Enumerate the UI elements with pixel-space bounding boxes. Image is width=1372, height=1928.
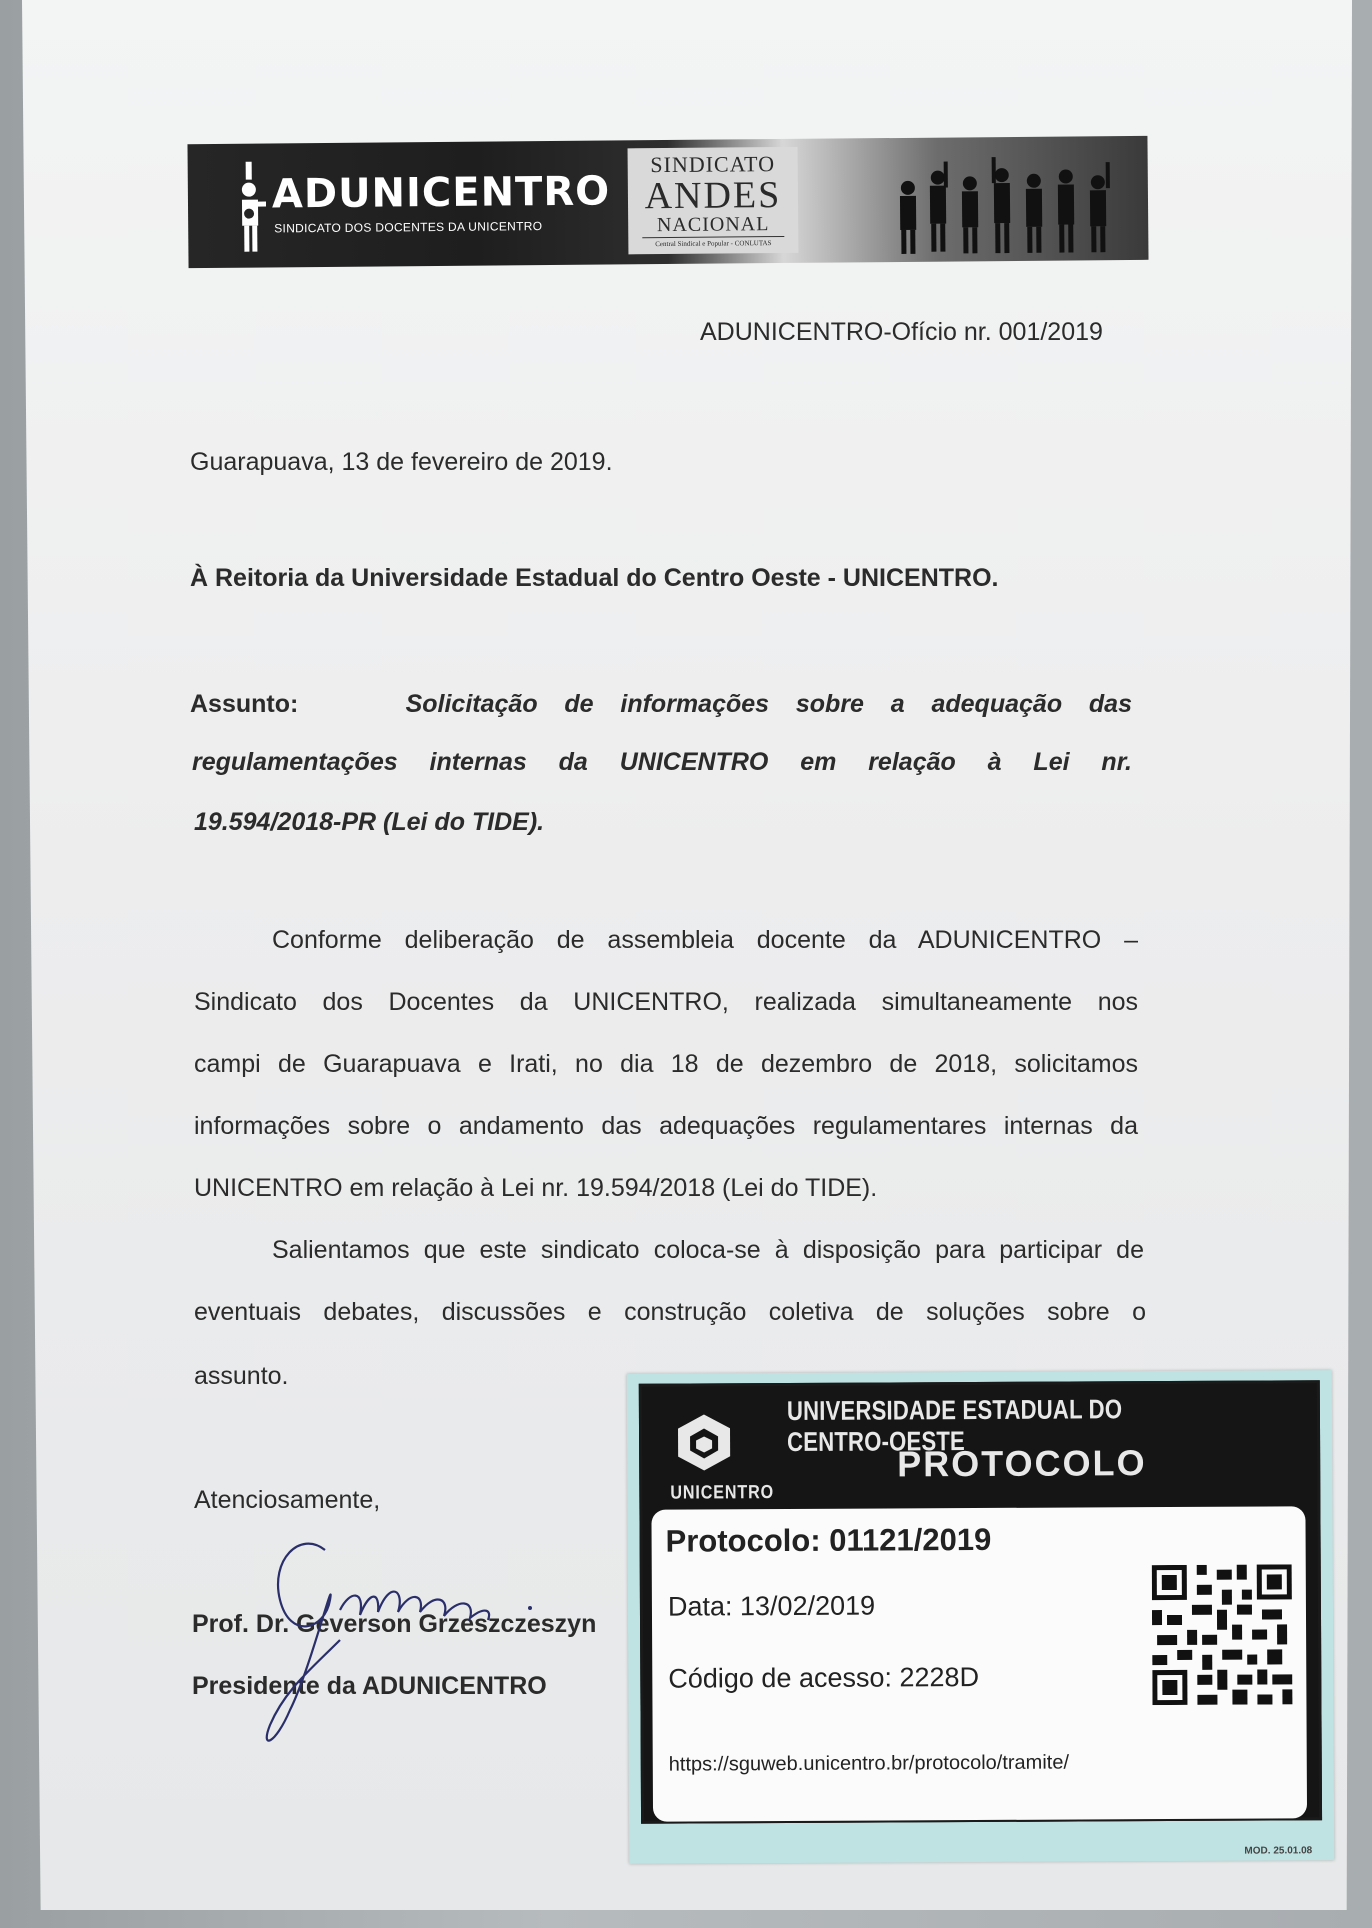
- adunicentro-subtitle: SINDICATO DOS DOCENTES DA UNICENTRO: [274, 219, 543, 236]
- andes-line-1: SINDICATO: [650, 151, 776, 178]
- subject-line-2: regulamentações internas da UNICENTRO em relação à Lei nr.: [192, 748, 1132, 776]
- subject-label: Assunto:: [190, 690, 299, 718]
- people-silhouettes-icon: [888, 146, 1139, 258]
- paragraph-1-line-1: Conforme deliberação de assembleia docente da ADUNICENTRO –: [272, 926, 1138, 954]
- subject-line-1: [190, 690, 1132, 719]
- unicentro-label: UNICENTRO: [670, 1482, 775, 1504]
- qr-code-icon: [1152, 1564, 1293, 1705]
- tracking-url[interactable]: https://sguweb.unicentro.br/protocolo/tramite/: [668, 1751, 1070, 1776]
- place-and-date: Guarapuava, 13 de fevereiro de 2019.: [190, 448, 613, 476]
- closing: Atenciosamente,: [194, 1486, 381, 1514]
- paragraph-1-line-2: Sindicato dos Docentes da UNICENTRO, realizada simultaneamente nos: [194, 988, 1138, 1016]
- letterhead-banner: [187, 136, 1148, 268]
- recipient-line: À Reitoria da Universidade Estadual do Centro Oeste - UNICENTRO.: [190, 564, 999, 592]
- handwritten-signature: [230, 1520, 560, 1760]
- university-name: UNIVERSIDADE ESTADUAL DO CENTRO-OESTE: [786, 1394, 1123, 1458]
- paragraph-1-line-3: campi de Guarapuava e Irati, no dia 18 de dezembro de 2018, solicitamos: [194, 1050, 1138, 1078]
- form-code: MOD. 25.01.08: [1244, 1845, 1313, 1857]
- signer-name: Prof. Dr. Geverson Grzeszczeszyn: [192, 1610, 597, 1638]
- subject-text-1: Solicitação de informações sobre a adequação das: [405, 690, 1132, 718]
- subject-line-1-wrap: [190, 690, 1132, 719]
- protocol-card: [651, 1506, 1307, 1821]
- paragraph-1-line-5: UNICENTRO em relação à Lei nr. 19.594/2018 (Lei do TIDE).: [194, 1174, 878, 1202]
- adunicentro-name: ADUNICENTRO: [271, 168, 611, 218]
- paragraph-2-line-2: eventuais debates, discussões e construção coletiva de soluções sobre o: [194, 1298, 1146, 1326]
- protocol-title: PROTOCOLO: [897, 1442, 1147, 1485]
- protocol-number: Protocolo: 01121/2019: [665, 1521, 992, 1559]
- unicentro-cube-icon: [672, 1410, 736, 1474]
- andes-line-3: NACIONAL: [642, 213, 784, 238]
- protocol-date: Data: 13/02/2019: [667, 1590, 876, 1622]
- paragraph-2-line-1: Salientamos que este sindicato coloca-se à disposição para participar de: [272, 1236, 1144, 1264]
- protocol-sticker: [627, 1370, 1335, 1864]
- paragraph-1-line-4: informações sobre o andamento das adequações regulamentares internas da: [194, 1112, 1138, 1140]
- andes-logo: [628, 147, 799, 254]
- adunicentro-emblem-icon: [234, 161, 271, 253]
- andes-line-2: ANDES: [644, 174, 782, 218]
- document-reference: ADUNICENTRO-Ofício nr. 001/2019: [700, 318, 1103, 346]
- paragraph-2-line-3: assunto.: [194, 1362, 289, 1390]
- signer-role: Presidente da ADUNICENTRO: [192, 1672, 547, 1700]
- access-code: Código de acesso: 2228D: [668, 1662, 980, 1694]
- andes-line-4: Central Sindical e Popular - CONLUTAS: [655, 239, 772, 249]
- subject-line-3: 19.594/2018-PR (Lei do TIDE).: [194, 808, 545, 836]
